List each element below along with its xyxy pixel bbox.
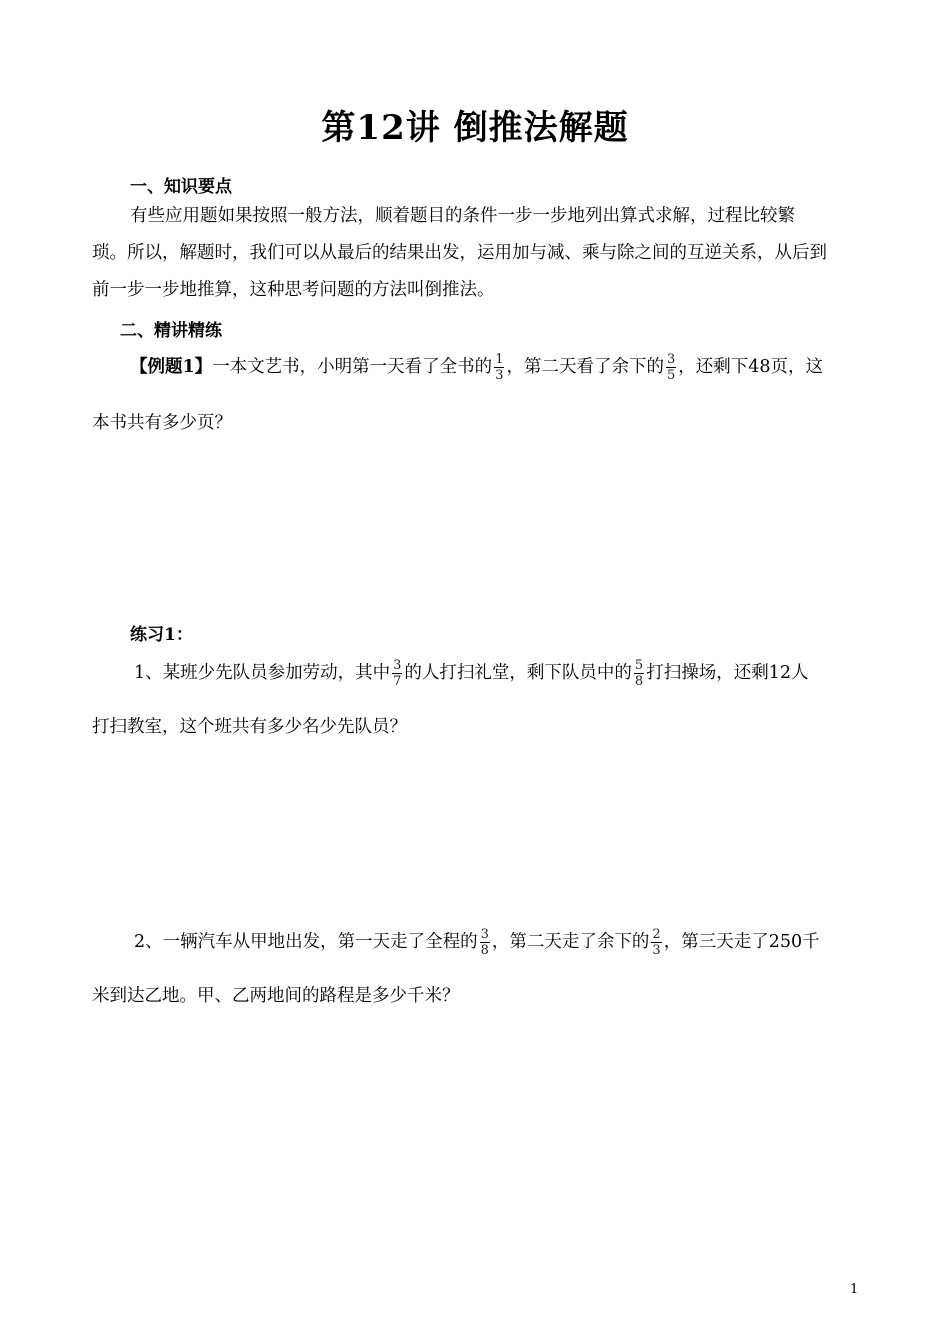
example-1-text-part3: ，还剩下48页，这 bbox=[678, 357, 824, 377]
question-1-text-part3: 打扫操场，还剩12人 bbox=[646, 663, 809, 683]
question-1-text-part1: 1、某班少先队员参加劳动，其中 bbox=[134, 663, 391, 683]
fraction: $\frac{3}{7}$ bbox=[393, 658, 402, 689]
question-2-text-part2: ，第二天走了余下的 bbox=[491, 932, 650, 952]
example-1-line-2: 本书共有多少页？ bbox=[92, 413, 232, 433]
section-heading-practice: 二、精讲精练 bbox=[120, 321, 222, 341]
example-1-label: 【例题1】 bbox=[130, 357, 213, 377]
question-1-line-1 bbox=[134, 658, 808, 689]
example-1-text-part2: ，第二天看了余下的 bbox=[506, 357, 664, 377]
fraction: $\frac{3}{5}$ bbox=[666, 352, 676, 383]
question-2-text-part1: 2、一辆汽车从甲地出发，第一天走了全程的 bbox=[134, 932, 478, 952]
fraction: $\frac{5}{8}$ bbox=[634, 658, 644, 689]
paragraph-line-2: 琐。所以，解题时，我们可以从最后的结果出发，运用加与减、乘与除之间的互逆关系，从后到 bbox=[92, 243, 827, 263]
paragraph-line-3: 前一步一步地推算，这种思考问题的方法叫倒推法。 bbox=[92, 280, 495, 300]
page-number: 1 bbox=[850, 1282, 859, 1297]
example-1-text-part1: 一本文艺书，小明第一天看了全书的 bbox=[212, 357, 493, 377]
practice-1-label: 练习1： bbox=[130, 625, 193, 645]
question-1-line-2: 打扫教室，这个班共有多少名少先队员？ bbox=[92, 717, 407, 737]
section-heading-key-points: 一、知识要点 bbox=[130, 177, 232, 197]
fraction: $\frac{3}{8}$ bbox=[480, 927, 489, 958]
example-1-line-1 bbox=[130, 352, 823, 383]
question-2-line-1 bbox=[134, 927, 820, 958]
fraction: $\frac{1}{3}$ bbox=[495, 352, 504, 383]
question-2-text-part3: ，第三天走了250千 bbox=[663, 932, 820, 952]
page-title: 第12讲 倒推法解题 bbox=[321, 108, 629, 148]
fraction: $\frac{2}{3}$ bbox=[652, 927, 661, 958]
paragraph-line-1: 有些应用题如果按照一般方法，顺着题目的条件一步一步地列出算式求解，过程比较繁 bbox=[130, 206, 795, 226]
question-2-line-2: 米到达乙地。甲、乙两地间的路程是多少千米？ bbox=[92, 986, 460, 1006]
question-1-text-part2: 的人打扫礼堂，剩下队员中的 bbox=[404, 663, 632, 683]
